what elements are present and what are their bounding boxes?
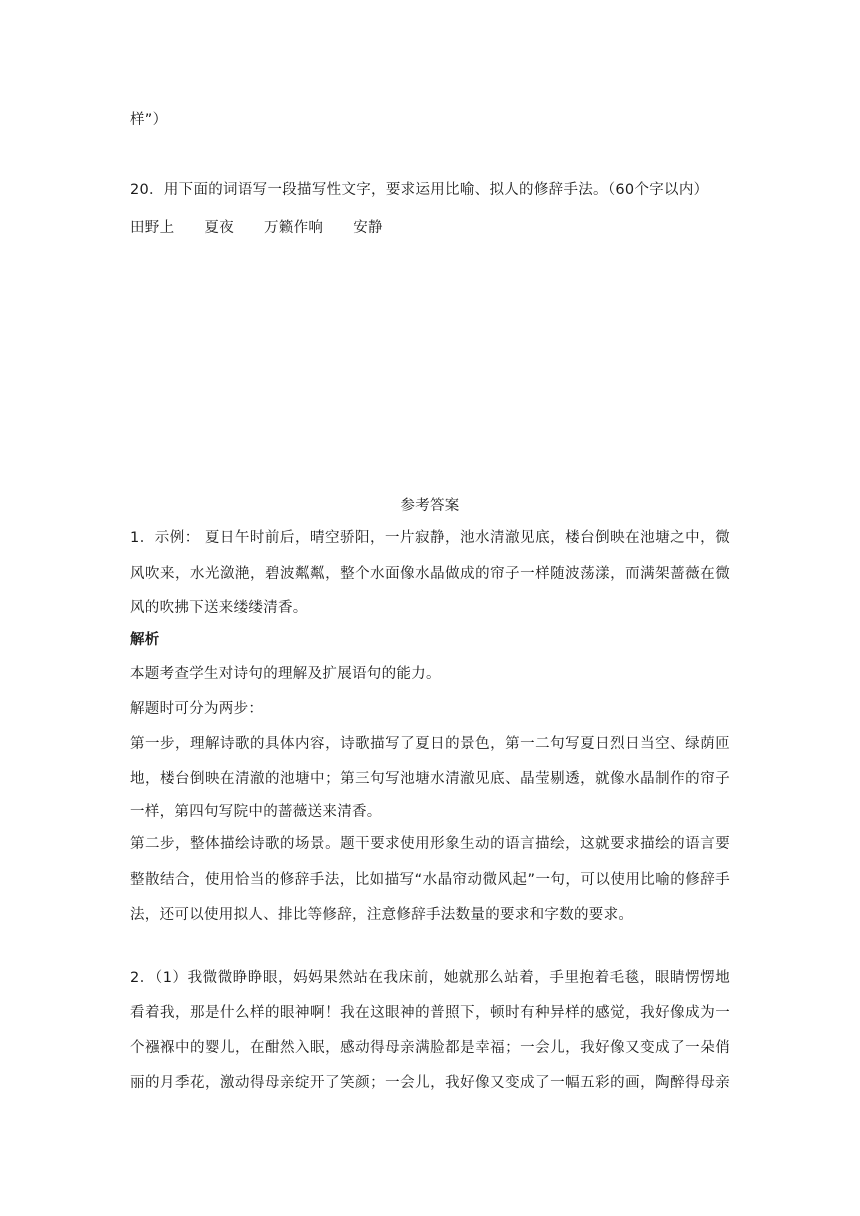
- answers-heading: 参考答案: [400, 498, 460, 514]
- analysis-line: 地，楼台倒映在清澈的池塘中；第三句写池塘水清澈见底、晶莹剔透，就像水晶制作的帘子: [130, 771, 730, 787]
- analysis-line: 整散结合，使用恰当的修辞手法，比如描写“水晶帘动微风起”一句，可以使用比喻的修辞手: [130, 872, 730, 888]
- analysis-line: 法，还可以使用拟人、排比等修辞，注意修辞手法数量的要求和字数的要求。: [130, 907, 634, 923]
- q20-word-list: [130, 218, 730, 238]
- q20-word: 万籁作响: [264, 220, 324, 236]
- analysis-line: 解题时可分为两步：: [130, 701, 264, 717]
- answer-2-line: 看着我，那是什么样的眼神啊！我在这眼神的普照下，顿时有种异样的感觉，我好像成为一: [130, 1005, 730, 1021]
- answer-2-line: 个襁褓中的婴儿，在酣然入眠，感动得母亲满脸都是幸福；一会儿，我好像又变成了一朵俏: [130, 1040, 730, 1056]
- q19-tail: 样”）: [130, 112, 168, 128]
- analysis-line: 第一步，理解诗歌的具体内容，诗歌描写了夏日的景色，第一二句写夏日烈日当空、绿荫匝: [130, 736, 730, 752]
- analysis-line: 本题考查学生对诗句的理解及扩展语句的能力。: [130, 666, 441, 682]
- answer-2-line: 丽的月季花，激动得母亲绽开了笑颜；一会儿，我好像又变成了一幅五彩的画，陶醉得母亲: [130, 1075, 730, 1091]
- q20-word: 田野上: [130, 220, 175, 236]
- analysis-label: 解析: [130, 632, 160, 648]
- analysis-line: 一样，第四句写院中的蔷薇送来清香。: [130, 804, 382, 820]
- q20-prompt: 20．用下面的词语写一段描写性文字，要求运用比喻、拟人的修辞手法。（60个字以内）: [130, 182, 709, 198]
- answer-1-line: 风的吹拂下送来缕缕清香。: [130, 600, 308, 616]
- q20-word: 夏夜: [204, 220, 235, 236]
- answer-1-line: 1．示例： 夏日午时前后，晴空骄阳，一片寂静，池水清澈见底，楼台倒映在池塘之中，微: [130, 530, 730, 546]
- answer-1-line: 风吹来，水光潋滟，碧波粼粼，整个水面像水晶做成的帘子一样随波荡漾，而满架蔷薇在微: [130, 566, 730, 582]
- q20-word: 安静: [353, 220, 383, 236]
- analysis-line: 第二步，整体描绘诗歌的场景。题干要求使用形象生动的语言描绘，这就要求描绘的语言要: [130, 836, 730, 852]
- answer-2-line: 2．（1）我微微睁睁眼，妈妈果然站在我床前，她就那么站着，手里抱着毛毯，眼睛愣愣地: [130, 970, 730, 986]
